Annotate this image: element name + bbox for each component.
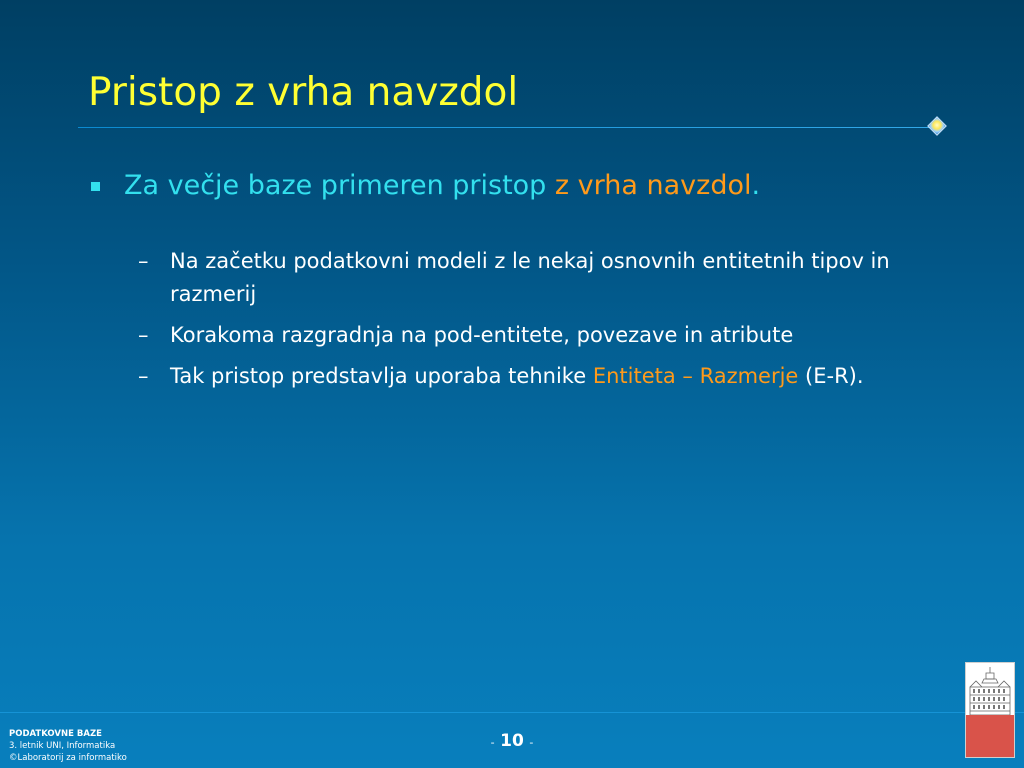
sub-bullet-text: Korakoma razgradnja na pod-entitete, povezave in atribute xyxy=(170,323,794,347)
page-prefix: - xyxy=(490,736,495,749)
footer-copyright: ©Laboratorij za informatiko xyxy=(9,753,127,763)
sub-bullet-list xyxy=(88,245,968,393)
slide-title: Pristop z vrha navzdol xyxy=(88,70,519,115)
sub-bullet-item xyxy=(138,245,968,311)
dash-bullet-icon: – xyxy=(138,249,149,273)
university-building-logo xyxy=(965,662,1015,758)
footer-year: 3. letnik UNI, Informatika xyxy=(9,741,116,751)
diamond-icon xyxy=(927,116,947,136)
square-bullet-icon xyxy=(91,182,100,191)
sub-bullet-item xyxy=(138,319,968,352)
sub-bullet-text-before: Tak pristop predstavlja uporaba tehnike xyxy=(170,364,593,388)
sub-bullet-highlight: Entiteta – Razmerje xyxy=(592,364,799,388)
sub-bullet-item xyxy=(138,360,968,393)
page-number xyxy=(482,731,542,751)
building-icon xyxy=(966,665,1014,717)
footer-divider xyxy=(0,712,1024,713)
footer-course: PODATKOVNE BAZE xyxy=(9,729,102,739)
bullet-text-highlight: z vrha navzdol xyxy=(554,170,752,201)
bullet-level1 xyxy=(88,170,968,201)
dash-bullet-icon: – xyxy=(138,364,149,388)
title-divider xyxy=(78,127,936,128)
footer-info xyxy=(9,728,127,764)
dash-bullet-icon: – xyxy=(138,323,149,347)
logo-red-band xyxy=(966,715,1014,757)
page-number-value: 10 xyxy=(500,731,524,751)
bullet-text-main: Za večje baze primeren pristop xyxy=(124,170,555,201)
sub-bullet-text: Na začetku podatkovni modeli z le nekaj osnovnih entitetnih tipov in razmerij xyxy=(170,249,890,306)
bullet-text-end: . xyxy=(751,170,761,201)
sub-bullet-text-after: (E-R). xyxy=(798,364,864,388)
page-suffix: - xyxy=(529,736,534,749)
slide-content xyxy=(88,170,968,401)
